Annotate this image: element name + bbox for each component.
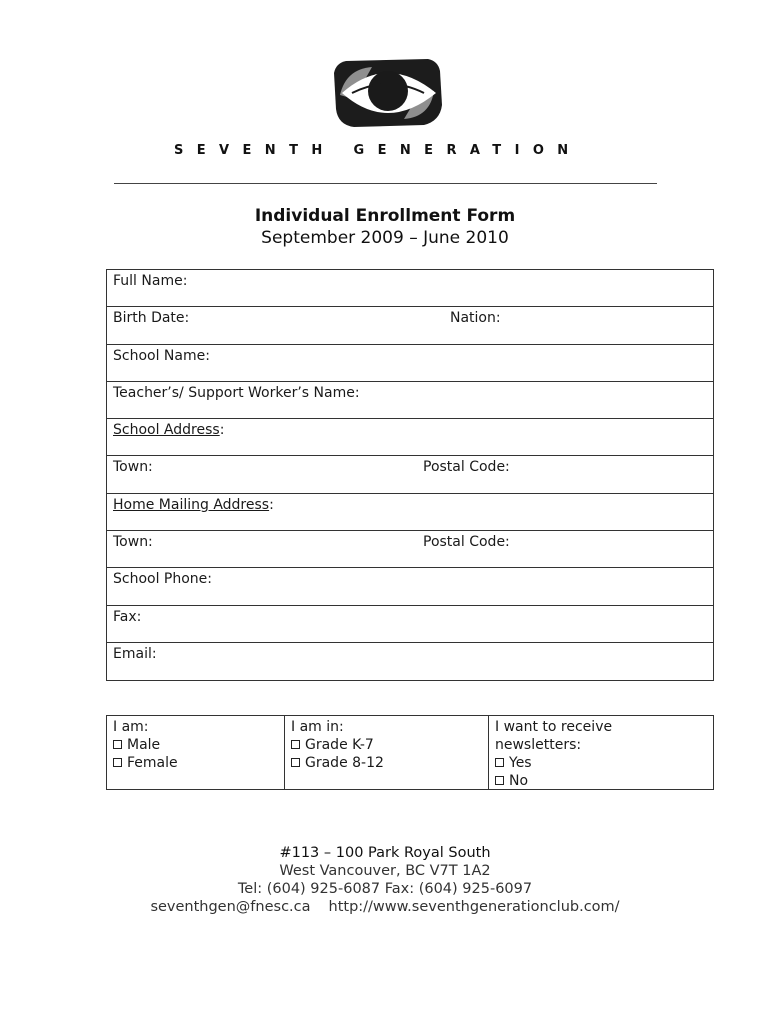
field-label: Fax: [113,608,142,625]
checkbox[interactable] [495,776,504,785]
eye-logo-icon [332,55,444,131]
form-title: Individual Enrollment Form [254,206,516,226]
field-email[interactable] [107,643,713,680]
field-label: Town: [113,459,153,476]
footer-web-contact [0,898,770,916]
footer-website-link[interactable]: http://www.seventhgenerationclub.com/ [328,899,620,915]
grade-heading: I am in: [291,719,344,735]
field-label-postal-code: Postal Code: [423,534,510,551]
checkbox[interactable] [113,758,122,767]
newsletter-option-yes[interactable] [495,754,707,772]
field-label: School Name: [113,347,210,364]
field-label-postal-code: Postal Code: [423,459,510,476]
gender-option-male[interactable] [113,736,278,754]
field-school-phone[interactable] [107,568,713,605]
field-label: School Phone: [113,571,213,588]
option-label: Grade 8-12 [305,755,384,771]
field-label: Full Name: [113,273,188,289]
field-fax[interactable] [107,606,713,643]
option-label: No [509,773,529,789]
footer-address-line2: West Vancouver, BC V7T 1A2 [279,863,491,879]
footer-email-link[interactable]: seventhgen@fnesc.ca [150,899,311,915]
checkbox[interactable] [113,740,122,749]
newsletter-heading-line1: I want to receive [495,719,613,735]
option-label: Female [127,755,178,771]
field-teacher-name[interactable] [107,382,713,419]
gender-options [107,716,284,789]
gender-heading: I am: [113,719,149,735]
field-label: Email: [113,645,157,662]
field-label-colon: : [219,422,225,439]
checkbox[interactable] [495,758,504,767]
gender-option-female[interactable] [113,754,278,772]
field-label [113,423,224,437]
enrollment-fields-table [106,269,714,681]
header-divider [114,183,657,184]
field-full-name[interactable] [107,270,713,307]
field-label-colon: : [269,496,274,513]
field-label-nation: Nation: [450,310,501,327]
field-home-town[interactable] [107,531,713,568]
option-label: Grade K-7 [305,737,374,753]
field-label: Town: [113,534,153,551]
field-label-text: Home Mailing Address [113,496,270,513]
field-label: Birth Date: [113,310,190,327]
grade-options [284,716,488,789]
checkbox[interactable] [291,740,300,749]
grade-option-k-7[interactable] [291,736,482,754]
organization-name: SEVENTH GENERATION [174,143,582,158]
footer-contact [0,844,770,916]
field-label [113,498,274,512]
newsletter-option-no[interactable] [495,772,707,790]
form-subtitle: September 2009 – June 2010 [261,228,509,248]
newsletter-heading-line2: newsletters: [495,737,582,753]
field-label-text: School Address [113,422,220,439]
grade-option-8-12[interactable] [291,754,482,772]
footer-address-line1: #113 – 100 Park Royal South [279,845,491,861]
field-school-address[interactable] [107,419,713,456]
options-table [106,715,714,790]
option-label: Male [127,737,161,753]
field-home-mailing-address[interactable] [107,494,713,531]
footer-phone-fax: Tel: (604) 925-6087 Fax: (604) 925-6097 [237,881,533,897]
field-label: Teacher’s/ Support Worker’s Name: [113,384,360,401]
field-school-town[interactable] [107,456,713,493]
field-birth-date[interactable] [107,307,713,344]
checkbox[interactable] [291,758,300,767]
newsletter-options [488,716,713,789]
option-label: Yes [509,755,532,771]
field-school-name[interactable] [107,345,713,382]
